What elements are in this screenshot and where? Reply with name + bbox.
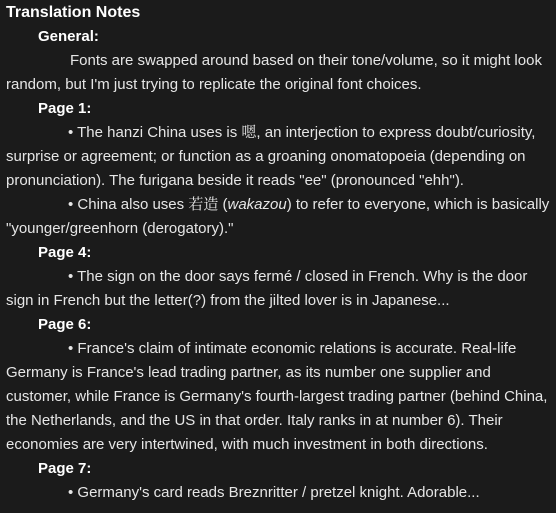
section-page-6 [6,313,550,457]
section-page-1 [6,97,550,241]
page-title: Translation Notes [6,4,141,21]
section-heading-general: General: [38,28,99,45]
note-page-1-wakazou [6,193,550,241]
section-page-7 [6,457,550,505]
section-heading-page-7: Page 7: [38,460,92,477]
section-page-4 [6,241,550,313]
section-heading-page-4: Page 4: [38,244,92,261]
note-page-1-hanzi: • The hanzi China uses is 嗯, an interjection to express doubt/curiosity, surprise or agreement; or function as a groaning onomatopoeia (depending on pronunciation). The furigana beside it reads "ee" (pronounced "ehh"). [6,124,536,189]
note-page-7-card: • Germany's card reads Breznritter / pretzel knight. Adorable... [68,484,480,501]
section-heading-page-6: Page 6: [38,316,92,333]
note-text: • China also uses 若造 ( [68,196,228,213]
note-page-6-economy: • France's claim of intimate economic relations is accurate. Real-life Germany is France's lead trading partner, as its number one supplier and customer, while France is Germany's fourth-largest trading partner (behind China, the Netherlands, and the US in that order. Italy ranks in at number 6). Their economies are very intertwined, with much investment in both directions. [6,340,548,453]
section-heading-page-1: Page 1: [38,100,92,117]
note-text: ) to refer to everyone, which is basically "younger/greenhorn (derogatory)." [6,196,550,237]
note-general-fonts: Fonts are swapped around based on their tone/volume, so it might look random, but I'm just trying to replicate the original font choices. [6,52,542,93]
note-page-4-sign: • The sign on the door says fermé / closed in French. Why is the door sign in French but the letter(?) from the jilted lover is in Japanese... [6,268,528,309]
note-emphasis: wakazou [227,196,287,213]
section-general [6,25,550,97]
